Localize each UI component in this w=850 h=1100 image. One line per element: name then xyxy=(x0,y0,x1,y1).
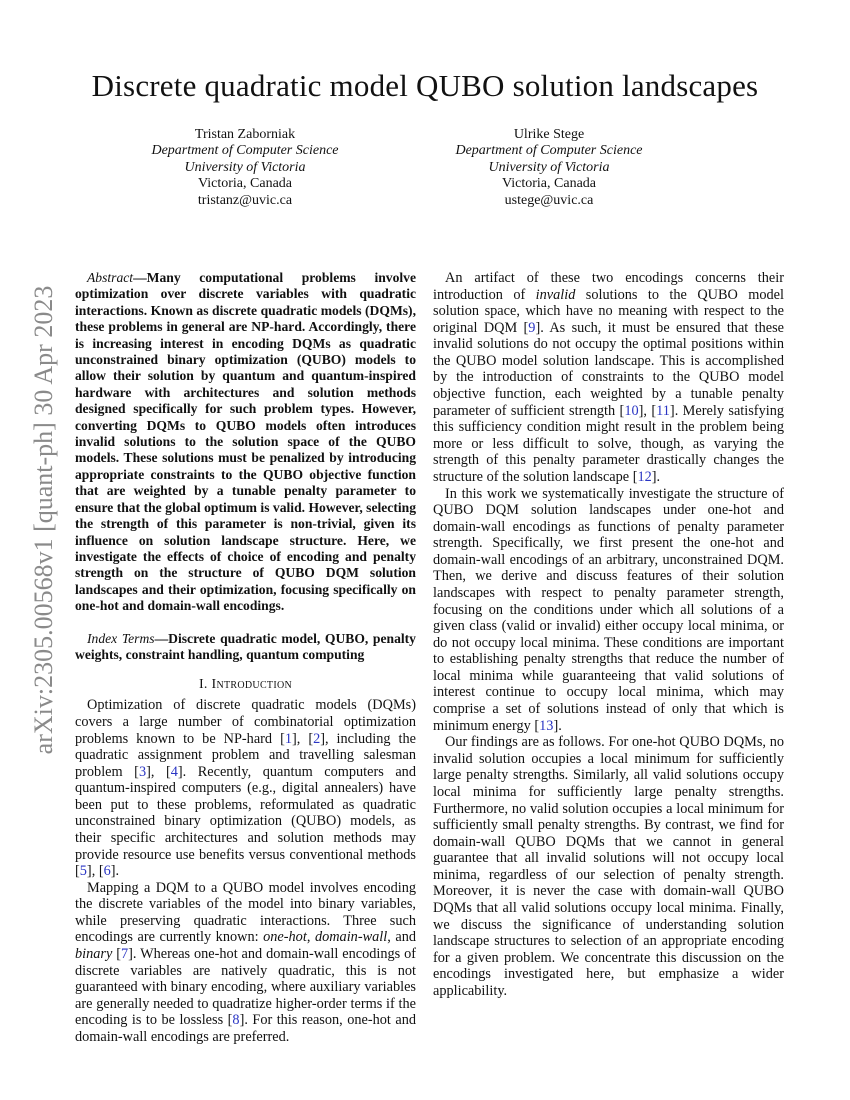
left-column xyxy=(75,270,416,1045)
author-email[interactable]: ustege@uvic.ca xyxy=(504,192,594,208)
paragraph: Mapping a DQM to a QUBO model involves encoding the discrete variables of the model into binary variables, while preserving quadratic interactions. Three such encodings are currently known: one-hot, domain-wall, and binary [7]. Whereas one-hot and domain-wall encodings of discrete variables are natively quadratic, this is not guaranteed with binary encoding, where auxiliary variables are generally needed to quadratize higher-order terms if the encoding is to be lossless [8]. For this reason, one-hot and domain-wall encodings are preferred. xyxy=(75,879,417,1045)
section-heading: I. Introduction xyxy=(198,677,293,693)
emphasis: one-hot xyxy=(263,929,307,946)
author-department: Department of Computer Science xyxy=(455,143,643,159)
emphasis: invalid xyxy=(535,286,576,303)
left-body xyxy=(75,697,416,1045)
citation-link[interactable]: [9] xyxy=(523,319,541,336)
author-email[interactable]: tristanz@uvic.ca xyxy=(197,192,293,208)
citation-link[interactable]: [6] xyxy=(98,863,116,880)
emphasis: domain-wall xyxy=(314,929,388,946)
index-terms-label: Index Terms xyxy=(87,630,155,646)
paper-title: Discrete quadratic model QUBO solution landscapes xyxy=(91,68,759,103)
author-block xyxy=(95,127,395,209)
citation-link[interactable]: [2] xyxy=(308,730,325,747)
abstract-label: Abstract xyxy=(87,270,134,285)
citation-link[interactable]: [13] xyxy=(534,717,559,734)
citation-link[interactable]: [5] xyxy=(75,863,92,880)
abstract-text: —Many computational problems involve optimization over discrete variables with quadratic interactions. Known as discrete quadratic models (DQMs), these problems in general are NP-hard. Accordingly, there is increasing interest in encoding DQMs as quadratic unconstrained binary optimization (QUBO) models to allow their solution by quantum and quantum-inspired hardware with architectures and solution methods designed specifically for such problem types. However, converting DQMs to QUBO models often introduces invalid solutions to the solution space of the QUBO models. These solutions must be penalized by introducing appropriate constraints to the QUBO objective function that are weighted by a tunable penalty parameter to ensure that the global optimum is valid. However, selecting the strength of this parameter is non-trivial, given its influence on solution landscape structure. Here, we investigate the effects of choice of encoding and penalty strength on the structure of QUBO DQM solution landscapes and their optimization, focusing specifically on one-hot and domain-wall encodings. xyxy=(75,270,416,614)
author-location: Victoria, Canada xyxy=(501,176,596,192)
paragraph: An artifact of these two encodings concerns their introduction of invalid solutions to the QUBO model solution space, which have no meaning with respect to the original DQM [9]. As such, it must be ensured that these invalid solutions do not occupy the optimal positions within the QUBO model solution landscape. This is accomplished by the introduction of constraints to the QUBO model objective function, each weighted by a tunable penalty parameter of sufficient strength [10], [11]. Merely satisfying this sufficiency condition might result in the problem being more or less difficult to solve, though, as varying the strength of this penalty parameter drastically changes the structure of the solution landscape [12]. xyxy=(433,270,784,485)
abstract xyxy=(75,270,416,615)
paragraph: In this work we systematically investigate the structure of QUBO DQM solution landscapes under one-hot and domain-wall encodings as functions of penalty parameter strength. Specifically, we first present the one-hot and domain-wall encodings of an arbitrary, unconstrained DQM. Then, we derive and discuss features of their solution landscapes with respect to penalty parameter strength, focusing on the conditions under which all solutions of a given class (valid or invalid) either occupy local minima, or do not occupy local minima. These conditions are important to establishing penalty strengths that reduce the number of local minima while guaranteeing that valid solutions of interest continue to occupy local minima, which may comprise a set of solutions instead of only that which is minimum energy [13]. xyxy=(433,485,784,734)
citation-link[interactable]: [8] xyxy=(227,1012,245,1029)
citation-link[interactable]: [11] xyxy=(651,402,675,419)
author-name: Tristan Zaborniak xyxy=(194,127,296,142)
author-university: University of Victoria xyxy=(488,159,610,175)
author-university: University of Victoria xyxy=(184,159,306,175)
citation-link[interactable]: [12] xyxy=(632,468,657,485)
author-block xyxy=(399,127,699,209)
citation-link[interactable]: [1] xyxy=(280,730,297,747)
author-department: Department of Computer Science xyxy=(151,143,339,159)
index-terms xyxy=(75,631,416,664)
citation-link[interactable]: [4] xyxy=(165,763,183,780)
paragraph: Our findings are as follows. For one-hot QUBO DQMs, no invalid solution occupies a local minimum for sufficiently large penalty strengths. Similarly, all valid solutions occupy local minima for sufficiently large penalty strengths. Furthermore, no valid solution occupies a local minimum for sufficiently small penalty strengths. By contrast, we find for domain-wall QUBO DQMs that we cannot in general guarantee that all invalid solutions will not occupy local minima, regardless of our selection of penalty strength. Moreover, it is never the case with domain-wall QUBO DQMs that all valid solutions occupy local minima. Finally, we discuss the significance of understanding solution landscape structures to selection of an appropriate encoding for a given problem. We concentrate this discussion on the encodings investigated here, but emphasize a wider applicability. xyxy=(433,734,784,999)
paragraph: Optimization of discrete quadratic models (DQMs) covers a large number of combinatorial optimization problems known to be NP-hard [1], [2], including the quadratic assignment problem and travelling salesman problem [3], [4]. Recently, quantum computers and quantum-inspired computers (e.g., digital annealers) have been put to these problems, reformulated as quadratic unconstrained binary optimization (QUBO) models, as their specific architectures and solution methods may provide resource use benefits versus conventional methods [5], [6]. xyxy=(75,697,416,880)
citation-link[interactable]: [3] xyxy=(134,763,151,780)
author-name: Ulrike Stege xyxy=(513,127,585,142)
right-column xyxy=(433,270,784,999)
index-terms-text: —Discrete quadratic model, QUBO, penalty weights, constraint handling, quantum computing xyxy=(75,630,416,662)
emphasis: binary xyxy=(75,946,113,963)
author-location: Victoria, Canada xyxy=(197,176,292,192)
citation-link[interactable]: [10] xyxy=(619,402,644,419)
arxiv-side-stamp: arXiv:2305.00568v1 [quant-ph] 30 Apr 2023 xyxy=(29,285,58,755)
citation-link[interactable]: [7] xyxy=(116,946,133,963)
